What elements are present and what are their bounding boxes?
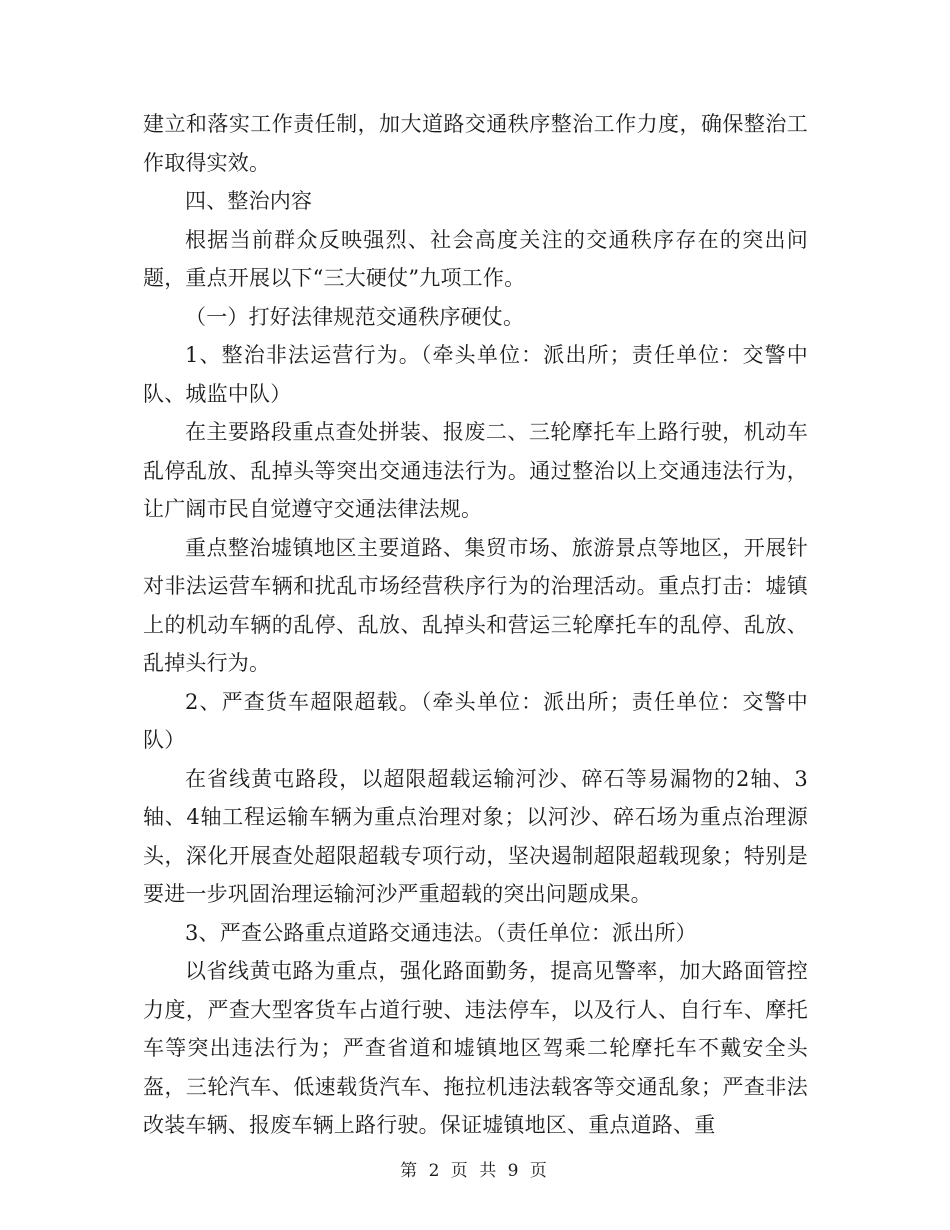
item-heading: 2、严查货车超限超载。（牵头单位：派出所；责任单位：交警中队）: [143, 689, 808, 752]
document-body: [143, 105, 808, 1145]
subsection-heading: （一）打好法律规范交通秩序硬仗。: [185, 304, 525, 329]
paragraph: 在主要路段重点查处拼装、报废二、三轮摩托车上路行驶，机动车乱停乱放、乱掉头等突出交通违法行为。通过整治以上交通违法行为，让广阔市民自觉遵守交通法律法规。: [143, 420, 808, 521]
item-heading: 3、严查公路重点道路交通违法。（责任单位：派出所）: [185, 920, 697, 945]
paragraph: 在省线黄屯路段，以超限超载运输河沙、碎石等易漏物的2轴、3轴、4轴工程运输车辆为重点治理对象；以河沙、碎石场为重点治理源头，深化开展查处超限超载专项行动，坚决遏制超限超载现象；特别是要进一步巩固治理运输河沙严重超载的突出问题成果。: [143, 766, 808, 906]
page-number-footer: 第 2 页 共 9 页: [400, 1161, 550, 1181]
paragraph: 以省线黄屯路为重点，强化路面勤务，提高见警率，加大路面管控力度，严查大型客货车占道行驶、违法停车，以及行人、自行车、摩托车等突出违法行为；严查省道和墟镇地区驾乘二轮摩托车不戴安全头盔，三轮汽车、低速载货汽车、拖拉机违法载客等交通乱象；严查非法改装车辆、报废车辆上路行驶。保证墟镇地区、重点道路、重: [143, 959, 808, 1137]
paragraph: 根据当前群众反映强烈、社会高度关注的交通秩序存在的突出问题，重点开展以下“三大硬仗”九项工作。: [143, 227, 808, 290]
paragraph: 建立和落实工作责任制，加大道路交通秩序整治工作力度，确保整治工作取得实效。: [143, 112, 808, 175]
section-heading: 四、整治内容: [185, 189, 313, 213]
paragraph: 重点整治墟镇地区主要道路、集贸市场、旅游景点等地区，开展针对非法运营车辆和扰乱市场经营秩序行为的治理活动。重点打击：墟镇上的机动车辆的乱停、乱放、乱掉头和营运三轮摩托车的乱停、乱放、乱掉头行为。: [143, 535, 808, 675]
item-heading: 1、整治非法运营行为。（牵头单位：派出所；责任单位：交警中队、城监中队）: [143, 343, 808, 406]
